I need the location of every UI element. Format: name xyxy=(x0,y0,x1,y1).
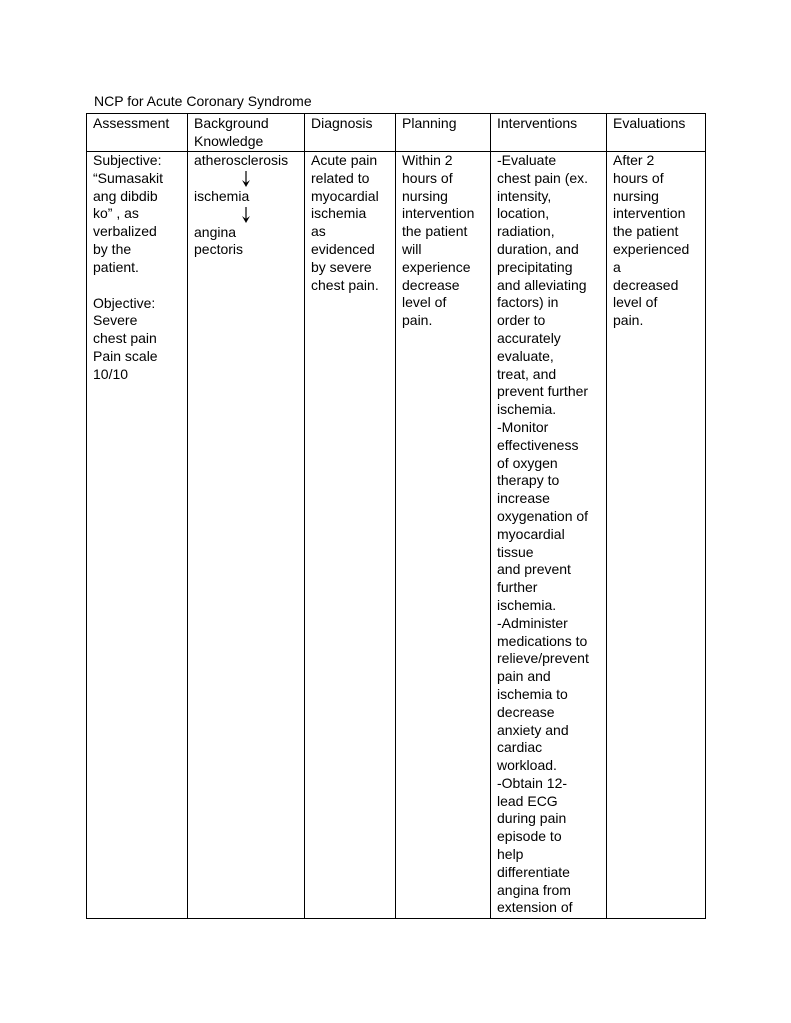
assessment-cell xyxy=(87,152,188,919)
arrow-down-icon xyxy=(240,170,252,188)
evaluations-cell: After 2 hours of nursing intervention the patient experienced a decreased level of pain. xyxy=(607,152,706,919)
planning-cell: Within 2 hours of nursing intervention the patient will experience decrease level of pain. xyxy=(396,152,491,919)
header-interventions: Interventions xyxy=(491,114,607,152)
page-title: NCP for Acute Coronary Syndrome xyxy=(94,93,312,109)
spacer xyxy=(93,277,181,295)
bk-term-angina-pectoris: angina pectoris xyxy=(194,223,244,258)
table-row xyxy=(87,152,706,919)
header-evaluations: Evaluations xyxy=(607,114,706,152)
ncp-table xyxy=(86,113,706,919)
interventions-cell: -Evaluate chest pain (ex. intensity, location, radiation, duration, and precipitating and alleviating factors) in order to accurately evaluate, treat, and prevent further ischemia. -Monitor effectiveness of oxygen therapy to increase oxygenation of myocardial tissue and prevent further ischemia. -Administer medications to relieve/prevent pain and ischemia to decrease anxiety and cardiac workload. -Obtain 12- lead ECG during pain episode to help differentiate angina from extension of xyxy=(491,152,607,919)
header-assessment: Assessment xyxy=(87,114,188,152)
table-header-row xyxy=(87,114,706,152)
header-diagnosis: Diagnosis xyxy=(305,114,396,152)
header-planning: Planning xyxy=(396,114,491,152)
header-background-knowledge: Background Knowledge xyxy=(188,114,305,152)
subjective-data: Subjective: “Sumasakit ang dibdib ko” , as verbalized by the patient. xyxy=(93,152,164,275)
arrow-down-icon xyxy=(240,206,252,224)
bk-term-ischemia: ischemia xyxy=(194,187,250,204)
bk-term-atherosclerosis: atherosclerosis xyxy=(194,152,289,168)
objective-data: Objective: Severe chest pain Pain scale 10/10 xyxy=(93,294,158,382)
background-knowledge-cell xyxy=(188,152,305,919)
diagnosis-cell: Acute pain related to myocardial ischemia as evidenced by severe chest pain. xyxy=(305,152,396,919)
